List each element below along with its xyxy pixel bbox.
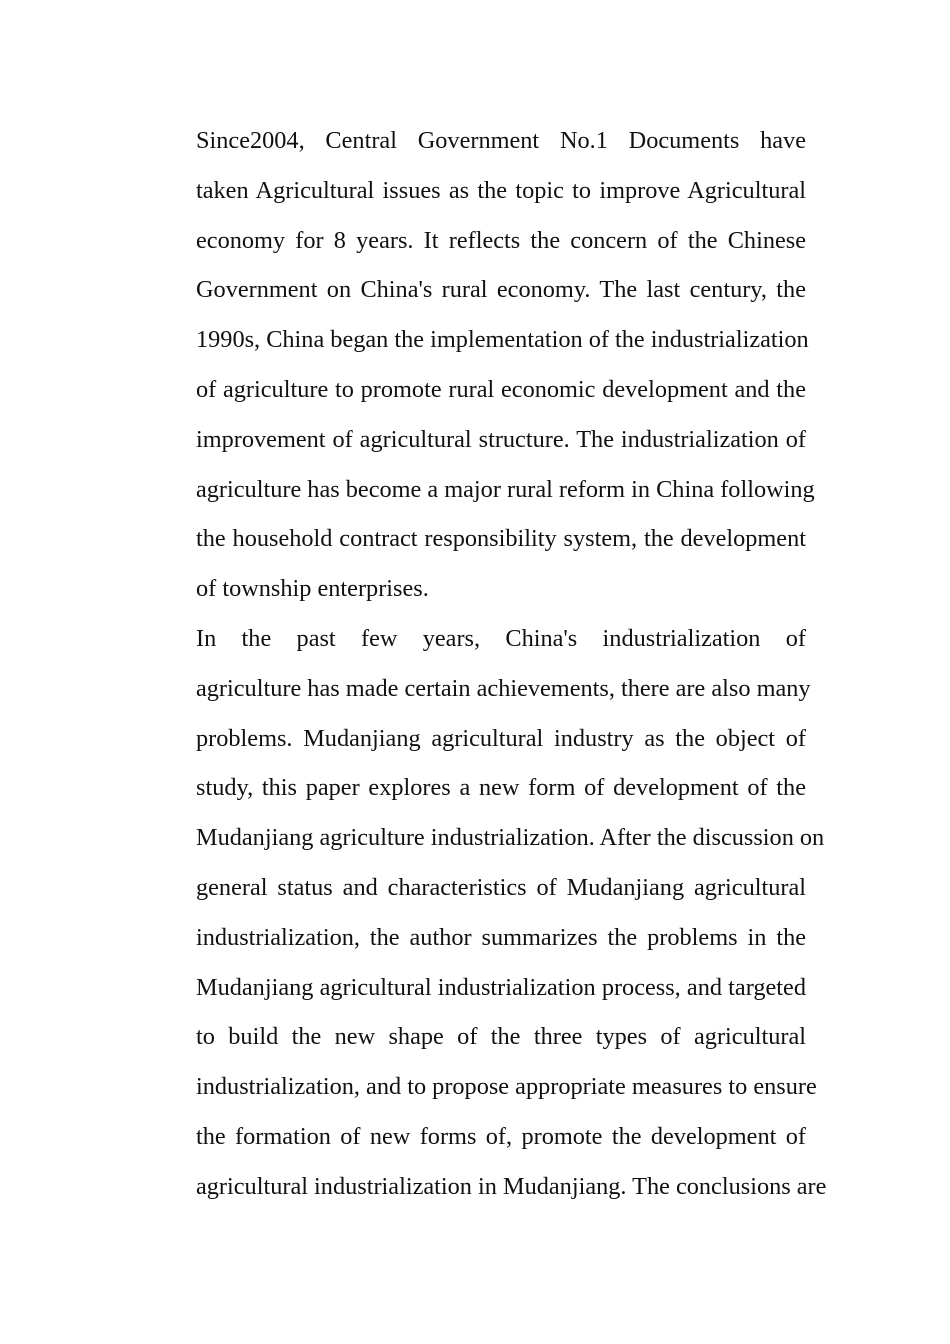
text-line: improvement of agricultural structure. The industrialization of	[196, 425, 806, 453]
text-line: Mudanjiang agriculture industrialization. After the discussion on	[196, 824, 825, 852]
text-line: problems. Mudanjiang agricultural industry as the object of	[196, 724, 806, 752]
paragraph-2	[145, 614, 827, 1212]
body-text	[145, 116, 827, 1212]
text-line: study, this paper explores a new form of development of the	[196, 774, 806, 802]
text-line: agriculture has made certain achievements, there are also many	[196, 674, 811, 702]
text-line: Mudanjiang agricultural industrialization process, and targeted	[196, 973, 806, 1001]
text-line: agriculture has become a major rural reform in China following	[196, 475, 815, 503]
text-line: economy for 8 years. It reflects the concern of the Chinese	[196, 226, 806, 254]
text-line: general status and characteristics of Mudanjiang agricultural	[196, 873, 806, 901]
text-line: industrialization, the author summarizes the problems in the	[196, 923, 806, 951]
text-line: Government on China's rural economy. The last century, the	[196, 276, 806, 304]
text-line: Since2004, Central Government No.1 Documents have	[196, 127, 806, 154]
text-line: agricultural industrialization in Mudanjiang. The conclusions are	[196, 1172, 827, 1200]
text-line: In the past few years, China's industrialization of	[196, 624, 806, 652]
text-line: industrialization, and to propose appropriate measures to ensure	[196, 1073, 817, 1101]
text-line: of township enterprises.	[196, 575, 429, 603]
text-line: 1990s, China began the implementation of the industrialization	[196, 326, 809, 354]
text-line: the household contract responsibility system, the development	[196, 525, 806, 553]
text-line: taken Agricultural issues as the topic to improve Agricultural	[196, 176, 806, 204]
text-line: of agriculture to promote rural economic development and the	[196, 375, 806, 403]
text-line: to build the new shape of the three types of agricultural	[196, 1023, 806, 1051]
paragraph-1	[145, 116, 815, 614]
text-line: the formation of new forms of, promote the development of	[196, 1122, 806, 1150]
